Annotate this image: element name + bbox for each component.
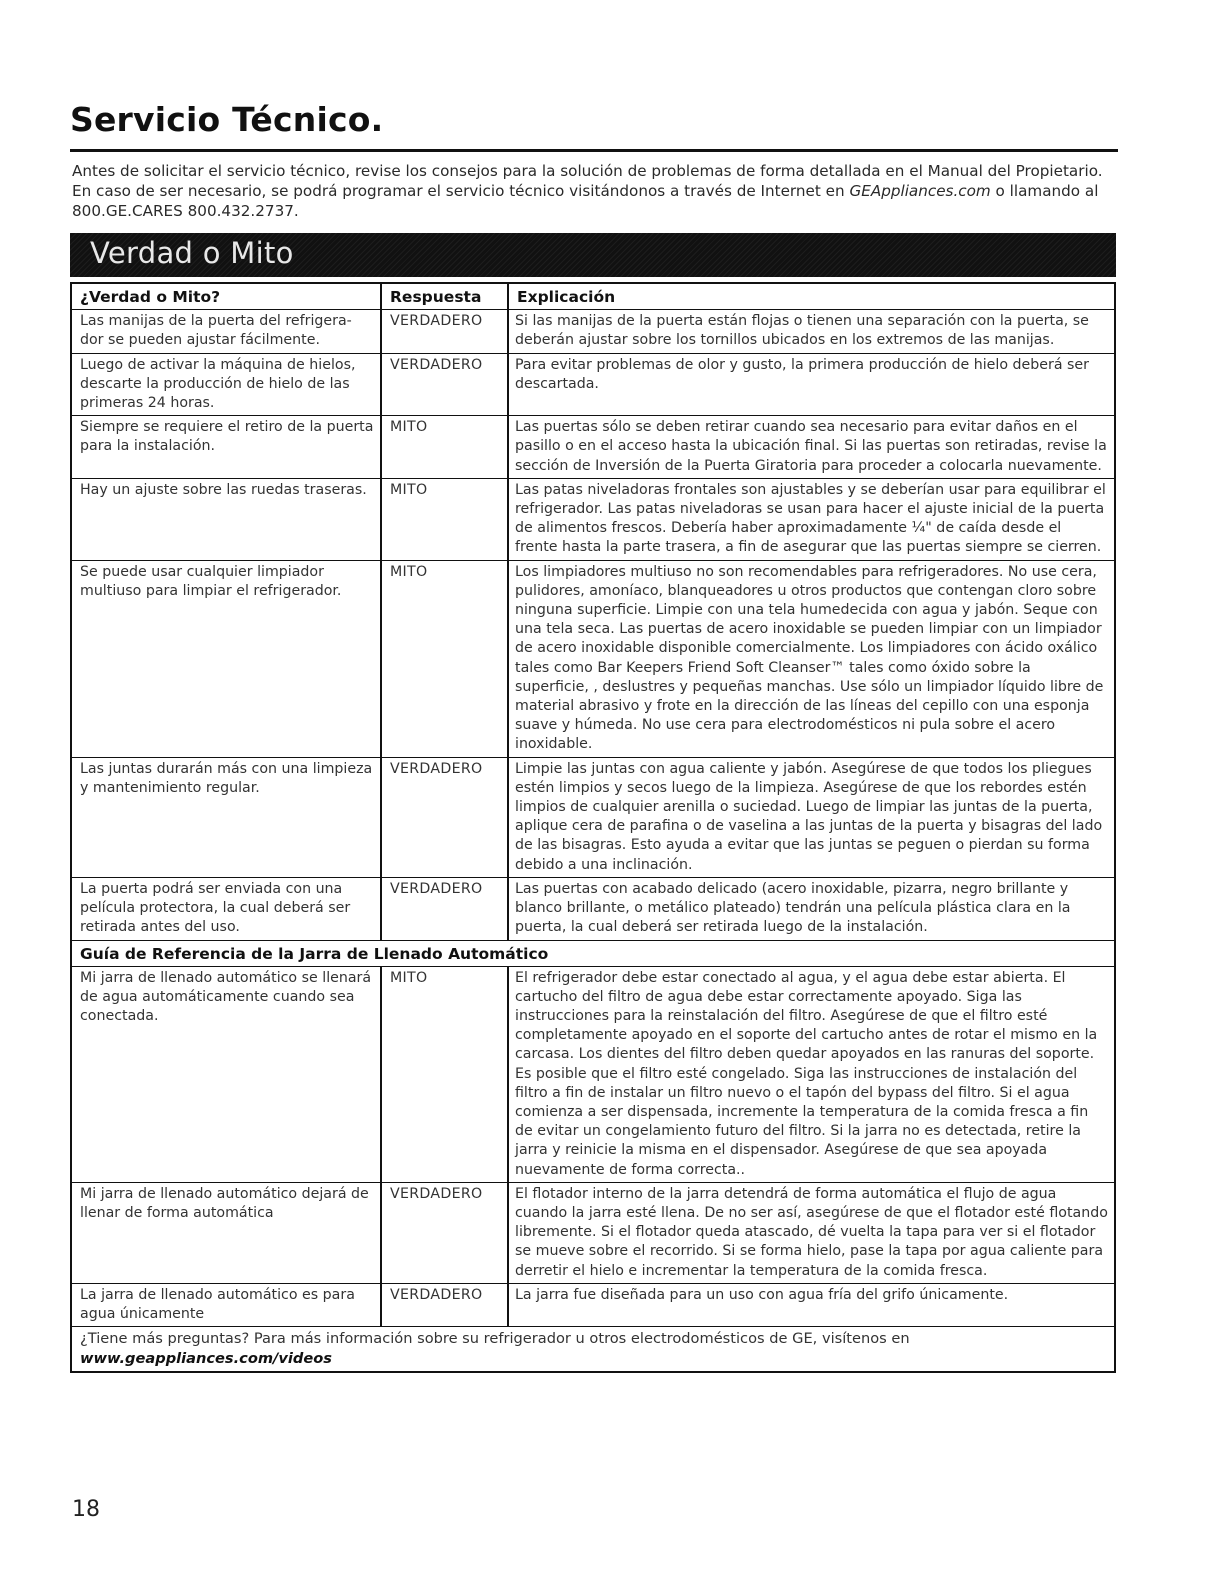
footer-text: ¿Tiene más preguntas? Para más información sobre su refrigerador u otros electrodomésticos de GE, visítenos en xyxy=(80,1330,910,1348)
table-row xyxy=(72,1182,1114,1283)
explanation-cell: Los limpiadores multiuso no son recomendables para refrigeradores. No use cera, pulidores, amoníaco, blanqueadores u otros productos que contengan cloro sobre ninguna superficie. Limpie con una tela humedecida con agua y jabón. Seque con una tela seca. Las puertas de acero inoxidable se pueden limpiar con un limpiador de acero inoxidable disponible comercialmente. Los limpiadores con ácido oxálico tales como Bar Keepers Friend Soft Cleanser™ tales como óxido sobre la superficie, , deslustres y pequeñas manchas. Use sólo un limpiador líquido libre de material abrasivo y frote en la dirección de las líneas del cepillo con una esponja suave y húmeda. No use cera para electrodomésticos ni pula sobre el acero inoxidable. xyxy=(507,561,1114,757)
videos-link[interactable]: www.geappliances.com/videos xyxy=(80,1349,332,1367)
footer-note xyxy=(72,1326,1114,1371)
answer-cell: VERDADERO xyxy=(380,354,507,416)
answer-cell: VERDADERO xyxy=(380,1183,507,1283)
explanation-cell: Las puertas sólo se deben retirar cuando sea necesario para evitar daños en el pasillo o en el acceso hasta la ubicación final. Si las puertas son retiradas, revise la sección de Inversión de la Puerta Giratoria para proceder a colocarla nuevamente. xyxy=(507,416,1114,478)
section-banner xyxy=(70,233,1116,277)
question-cell: Mi jarra de llenado automático se llenará de agua automáticamente cuando sea conectada. xyxy=(80,969,372,1024)
answer-cell: VERDADERO xyxy=(380,878,507,940)
explanation-cell: El flotador interno de la jarra detendrá de forma automática el flujo de agua cuando la jarra esté llena. De no ser así, asegúrese de que el flotador esté flotando libremente. Si el flotador queda atascado, dé vuelta la tapa para ver si el flotador se mueve sobre el recorrido. Si se forma hielo, pase la tapa por agua caliente para derretir el hielo e incrementar la temperatura de la comida fresca. xyxy=(507,1183,1114,1283)
explanation-cell: Las patas niveladoras frontales son ajustables y se deberían usar para equilibrar el refrigerador. Las patas niveladoras se usan para hacer el ajuste inicial de la puerta de alimentos frescos. Debería haber aproximadamente ¼" de caída desde el frente hasta la parte trasera, a fin de asegurar que las puertas siempre se cierren. xyxy=(507,479,1114,560)
page-number: 18 xyxy=(72,1497,100,1522)
question-cell: Siempre se requiere el retiro de la puerta para la instalación. xyxy=(80,419,374,455)
truth-or-myth-table xyxy=(70,282,1116,1373)
table-row xyxy=(72,966,1114,1182)
explanation-cell: Limpie las juntas con agua caliente y jabón. Asegúrese de que todos los pliegues estén limpios y secos luego de la limpieza. Asegúrese de que los rebordes estén limpios de cualquier arenilla o suciedad. Luego de limpiar las juntas de la puerta, aplique cera de parafina o de vaselina a las juntas de la puerta y bisagras del lado de las bisagras. Esto ayuda a evitar que las juntas se peguen o pierdan su forma debido a una inclinación. xyxy=(507,758,1114,877)
question-cell: Las juntas durarán más con una limpieza y mantenimiento regular. xyxy=(80,760,373,796)
answer-cell: MITO xyxy=(380,967,507,1182)
intro-paragraph xyxy=(72,161,1117,221)
pitcher-section-title: Guía de Referencia de la Jarra de Llenado Automático xyxy=(72,940,1114,966)
answer-cell: VERDADERO xyxy=(380,310,507,352)
question-cell: La puerta podrá ser enviada con una película protectora, la cual deberá ser retirada antes del uso. xyxy=(80,880,351,936)
intro-phone-text: o llamando al 800.GE.CARES 800.432.2737. xyxy=(72,182,1099,220)
banner-title: Verdad o Mito xyxy=(90,236,294,270)
question-cell: La jarra de llenado automático es para agua únicamente xyxy=(80,1286,355,1322)
explanation-cell: Las puertas con acabado delicado (acero inoxidable, pizarra, negro brillante y blanco brillante, o metálico plateado) tendrán una película plástica clara en la puerta, la cual deberá ser retirada luego de la instalación. xyxy=(507,878,1114,940)
explanation-cell: La jarra fue diseñada para un uso con agua fría del grifo únicamente. xyxy=(507,1284,1114,1326)
answer-cell: MITO xyxy=(380,479,507,560)
title-rule xyxy=(70,149,1118,152)
explanation-cell: Si las manijas de la puerta están flojas o tienen una separación con la puerta, se deberán ajustar sobre los tornillos ubicados en los extremos de las manijas. xyxy=(507,310,1114,352)
table-row xyxy=(72,757,1114,877)
answer-cell: MITO xyxy=(380,416,507,478)
page-title: Servicio Técnico. xyxy=(70,100,384,139)
question-cell: Mi jarra de llenado automático dejará de llenar de forma automática xyxy=(80,1185,369,1221)
table-row xyxy=(72,560,1114,757)
explanation-cell: El refrigerador debe estar conectado al agua, y el agua debe estar abierta. El cartucho del filtro de agua debe estar correctamente apoyado. Siga las instrucciones para la reinstalación del filtro. Asegúrese de que el filtro esté completamente apoyado en el soporte del cartucho antes de rotar el mismo en la carcasa. Los dientes del filtro deben quedar apoyados en las ranuras del soporte. Es posible que el filtro esté congelado. Siga las instrucciones de instalación del filtro a fin de instalar un filtro nuevo o el tapón del bypass del filtro. Si el agua comienza a ser dispensada, incremente la temperatura de la comida fresca a fin de evitar un congelamiento futuro del filtro. Si la jarra no es detectada, retire la jarra y reinicie la misma en el dispensador. Asegúrese de que sea apoyada nuevamente de forma correcta.. xyxy=(507,967,1114,1182)
table-header-row xyxy=(72,284,1114,309)
table-row xyxy=(72,353,1114,416)
table-row xyxy=(72,1283,1114,1326)
header-answer: Respuesta xyxy=(380,284,507,309)
question-cell: Hay un ajuste sobre las ruedas traseras. xyxy=(80,481,367,498)
question-cell: Luego de activar la máquina de hielos, descarte la producción de hielo de las primeras 24 horas. xyxy=(80,356,356,412)
table-row xyxy=(72,478,1114,560)
answer-cell: VERDADERO xyxy=(380,758,507,877)
explanation-cell: Para evitar problemas de olor y gusto, la primera producción de hielo deberá ser descartada. xyxy=(507,354,1114,416)
answer-cell: MITO xyxy=(380,561,507,757)
table-row xyxy=(72,309,1114,352)
table-row xyxy=(72,877,1114,940)
header-explanation: Explicación xyxy=(507,284,1114,309)
intro-website: GEAppliances.com xyxy=(849,182,991,200)
question-cell: Las manijas de la puerta del refrigera-dor se pueden ajustar fácilmente. xyxy=(80,313,352,349)
answer-cell: VERDADERO xyxy=(380,1284,507,1326)
question-cell: Se puede usar cualquier limpiador multiuso para limpiar el refrigerador. xyxy=(80,563,342,599)
intro-text: Antes de solicitar el servicio técnico, revise los consejos para la solución de problemas de forma detallada en el Manual del Propietario. En caso de ser necesario, se podrá programar el servicio técnico visitándonos a través de Internet en xyxy=(72,162,1103,200)
table-row xyxy=(72,415,1114,478)
header-question: ¿Verdad o Mito? xyxy=(80,288,221,306)
